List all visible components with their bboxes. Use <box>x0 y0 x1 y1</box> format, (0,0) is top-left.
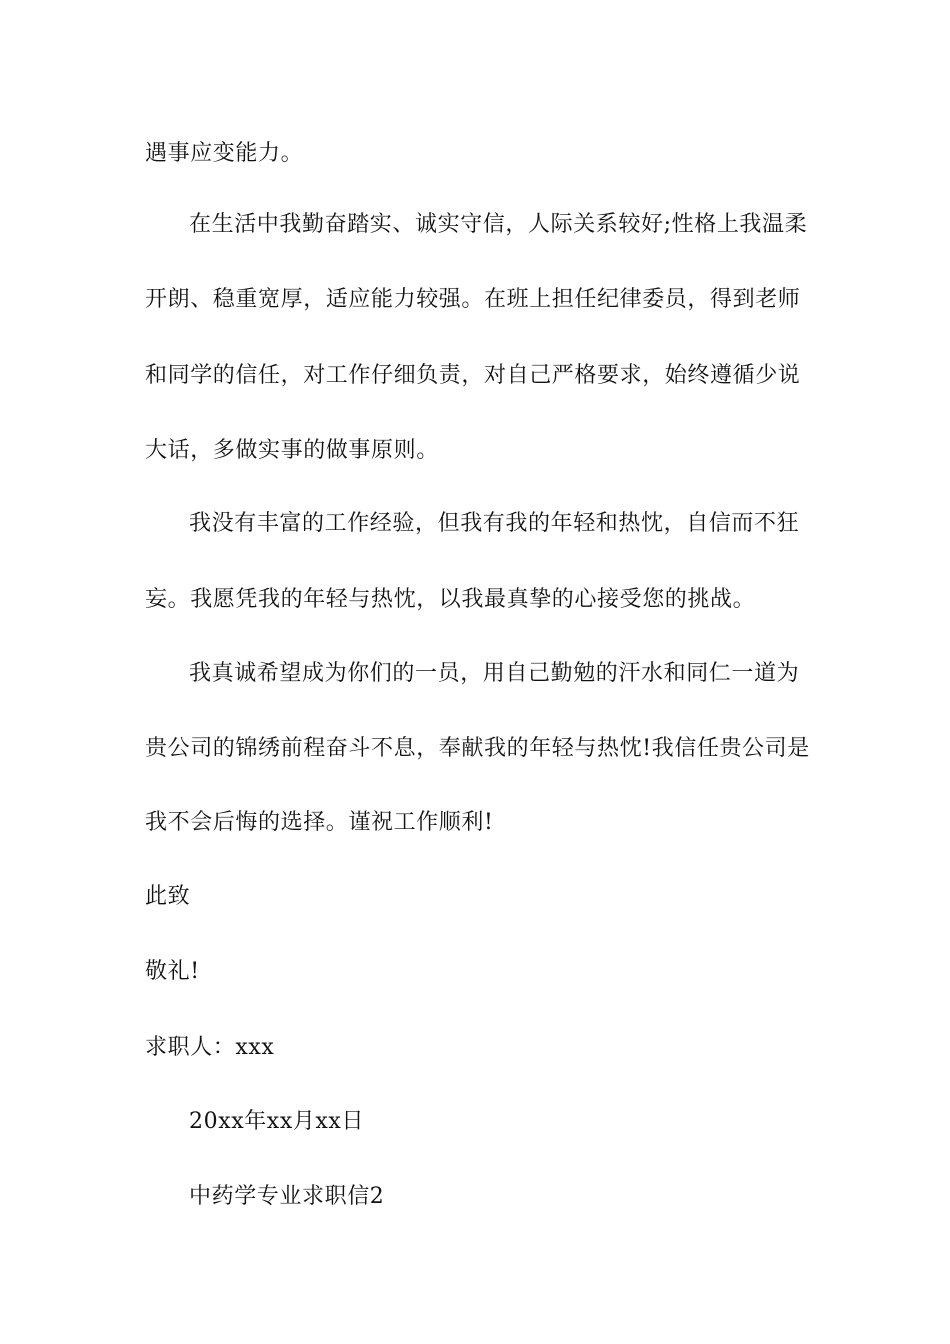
signature-line: 求职人：xxx <box>145 1035 275 1060</box>
paragraph-line: 我不会后悔的选择。谨祝工作顺利! <box>145 810 494 835</box>
section-heading: 中药学专业求职信2 <box>189 1184 385 1209</box>
paragraph-line: 妄。我愿凭我的年轻与热忱，以我最真挚的心接受您的挑战。 <box>145 587 756 612</box>
paragraph-line: 大话，多做实事的做事原则。 <box>145 438 439 463</box>
paragraph-line: 我真诚希望成为你们的一员，用自己勤勉的汗水和同仁一道为 <box>189 661 800 686</box>
paragraph-line: 遇事应变能力。 <box>145 141 304 166</box>
date-line: 20xx年xx月xx日 <box>189 1109 365 1134</box>
closing-salutation: 此致 <box>145 884 191 909</box>
paragraph-line: 开朗、稳重宽厚，适应能力较强。在班上担任纪律委员，得到老师 <box>145 287 801 312</box>
paragraph-line: 和同学的信任，对工作仔细负责，对自己严格要求，始终遵循少说 <box>145 363 801 388</box>
closing-regards: 敬礼! <box>145 959 200 984</box>
paragraph-line: 贵公司的锦绣前程奋斗不息，奉献我的年轻与热忱!我信任贵公司是 <box>145 736 810 761</box>
paragraph-line: 我没有丰富的工作经验，但我有我的年轻和热忱，自信而不狂 <box>189 511 800 536</box>
paragraph-line: 在生活中我勤奋踏实、诚实守信，人际关系较好;性格上我温柔 <box>189 212 808 237</box>
